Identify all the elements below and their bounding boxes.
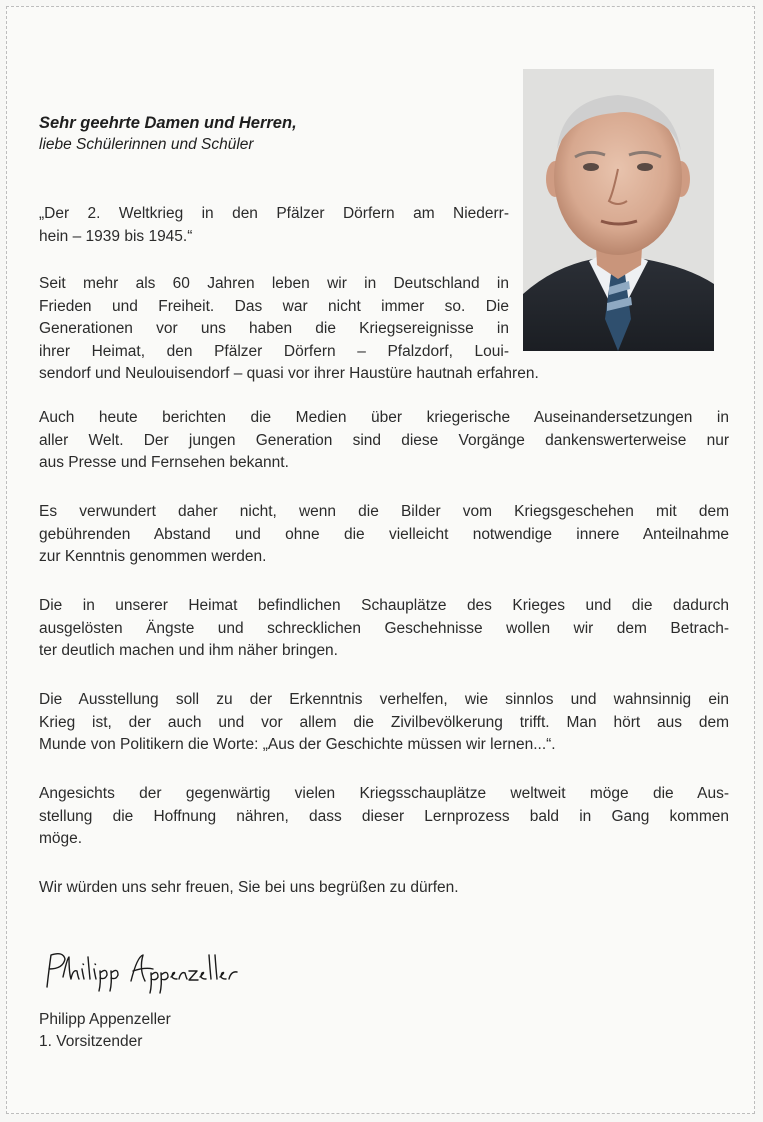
paragraph-line: Die in unserer Heimat befindlichen Schauplätze des Krieges und die dadurch	[39, 597, 729, 614]
paragraph-line: Generationen vor uns haben die Kriegsereignisse in	[39, 320, 509, 337]
paragraph-5	[39, 689, 729, 757]
paragraph-line: hein – 1939 bis 1945.“	[39, 227, 193, 245]
salutation-line-1: Sehr geehrte Damen und Herren,	[39, 114, 297, 132]
paragraph-line: aus Presse und Fernsehen bekannt.	[39, 454, 289, 471]
paragraph-7	[39, 877, 729, 900]
paragraph-line: stellung die Hoffnung nähren, dass dieser Lernprozess bald in Gang kommen	[39, 807, 729, 825]
letter-page	[6, 6, 755, 1114]
paragraph-line: möge.	[39, 830, 83, 847]
paragraph-line: ter deutlich machen und ihm näher bringen.	[39, 642, 338, 659]
paragraph-line: ausgelösten Ängste und schrecklichen Geschehnisse wollen wir dem Betrach-	[39, 619, 729, 637]
salutation-line-2: liebe Schülerinnen und Schüler	[39, 136, 254, 153]
paragraph-line: „Der 2. Weltkrieg in den Pfälzer Dörfern am Niederr-	[39, 205, 509, 222]
paragraph-line: zur Kenntnis genommen werden.	[39, 548, 267, 565]
paragraph-6	[39, 783, 729, 851]
paragraph-line: Es verwundert daher nicht, wenn die Bilder vom Kriegsgeschehen mit dem	[39, 503, 729, 520]
paragraph-3	[39, 501, 729, 569]
paragraph-line: aller Welt. Der jungen Generation sind diese Vorgänge dankenswerterweise nur	[39, 431, 729, 449]
paragraph-line: Munde von Politikern die Worte: „Aus der Geschichte müssen wir lernen...“.	[39, 736, 556, 753]
paragraph-line: Seit mehr als 60 Jahren leben wir in Deutschland in	[39, 275, 509, 292]
signatory-title: 1. Vorsitzender	[39, 1033, 143, 1050]
paragraph-line: Frieden und Freiheit. Das war nicht immer so. Die	[39, 297, 509, 315]
paragraph-4	[39, 595, 729, 663]
handwritten-signature	[39, 947, 249, 997]
paragraph-1	[39, 273, 729, 386]
salutation	[39, 113, 499, 155]
paragraph-line: Wir würden uns sehr freuen, Sie bei uns begrüßen zu dürfen.	[39, 879, 459, 896]
paragraph-line: Angesichts der gegenwärtig vielen Kriegsschauplätze weltweit möge die Aus-	[39, 785, 729, 802]
paragraph-line: ihrer Heimat, den Pfälzer Dörfern – Pfalzdorf, Loui-	[39, 342, 509, 360]
paragraph-line: Die Ausstellung soll zu der Erkenntnis verhelfen, wie sinnlos und wahnsinnig ein	[39, 691, 729, 708]
signature-drawing	[39, 947, 249, 997]
signatory-block	[39, 1009, 171, 1053]
signatory-name: Philipp Appenzeller	[39, 1011, 171, 1028]
intro-paragraph	[39, 203, 509, 248]
paragraph-2	[39, 407, 729, 475]
paragraph-line: Krieg ist, der auch und vor allem die Zivilbevölkerung trifft. Man hört aus dem	[39, 713, 729, 731]
paragraph-line: sendorf und Neulouisendorf – quasi vor ihrer Haustüre hautnah erfahren.	[39, 365, 539, 382]
paragraph-line: gebührenden Abstand und ohne die vielleicht notwendige innere Anteilnahme	[39, 525, 729, 543]
paragraph-line: Auch heute berichten die Medien über kriegerische Auseinandersetzungen in	[39, 409, 729, 426]
